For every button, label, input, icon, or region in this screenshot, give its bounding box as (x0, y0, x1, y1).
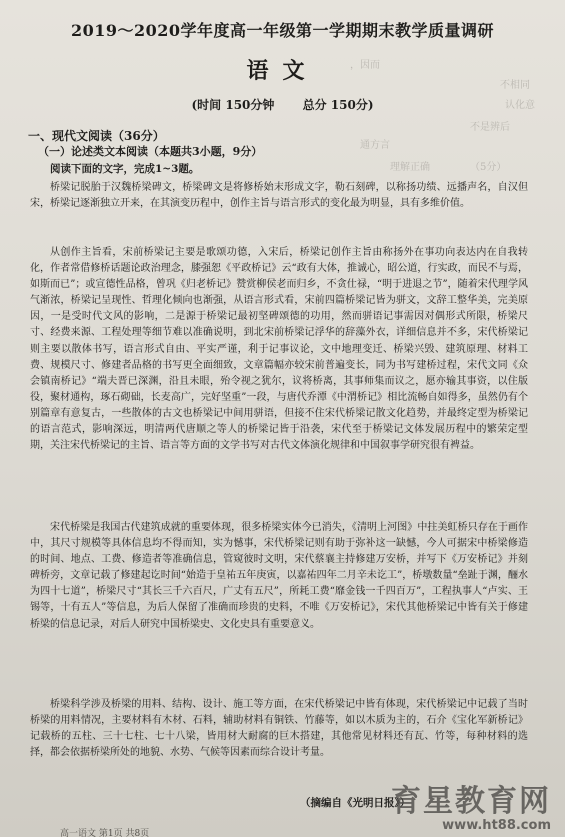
passage-source: （摘编自《光明日报》） (300, 797, 411, 809)
subject-title: 语文 (246, 58, 319, 84)
bleed-through-text: 通方言 (360, 140, 390, 151)
bleed-through-text: ，因而 (350, 60, 380, 71)
watermark-logo-text: 育星教育网 (391, 784, 551, 819)
reading-instruction: 阅读下面的文字，完成1~3题。 (50, 163, 200, 175)
passage-paragraph-4: 桥梁科学涉及桥梁的用料、结构、设计、施工等方面，在宋代桥梁记中皆有体现，宋代桥梁记中记载了当时桥梁的用料情况，主要材料有木材、石料，辅助材料有铜铁、竹藤等，如以木质为主的，石介《宝化军新桥记》记载桥的五柱、三十七柱、七十八梁，皆用材大耐腐的巨木搭建，其他常见材料还有瓦、竹等，每种材料的选择，都会依据桥梁所处的地貌、水势、气候等因素而综合设计考量。 (30, 699, 528, 759)
bleed-through-text: 不是辨后 (470, 122, 510, 133)
passage-paragraph-3: 宋代桥梁是我国古代建筑成就的重要体现，很多桥梁实体今已消失，《清明上河图》中拄美虹桥只存在于画作中，其尺寸规模等具体信息均不得而知，实为憾事，宋代桥梁记则有助于弥补这一缺憾，今人可据宋中桥梁修造的时间、地点、工费、修造者等准确信息，管窥彼时文明，宋代蔡襄主持修建万安桥，并写下《万安桥记》并刻碑桥旁，文章记载了修建起讫时间“始造于皇祐五年庚寅，以嘉祐四年二月辛未讫工”，桥墩数量“垒趾于渊，酾水为四十七道”，桥梁尺寸“其长三千六百尺，广丈有五尺”，所耗工费“靡金钱一千四百万”，工程执事人“卢实、王锡等，十有五人”等信息，为后人保留了准确而珍贵的史料，不唯《万安桥记》，宋代其他桥梁记中皆有关于修建桥梁的信息记录，对后人研究中国桥梁史、文化史具有重要意义。 (30, 522, 528, 630)
bleed-through-text: 理解正确 (390, 162, 430, 173)
bleed-through-text: 不相同 (500, 80, 530, 91)
exam-time-score (0, 96, 565, 113)
passage-paragraph-2: 从创作主旨看，宋前桥梁记主要是歌颂功德，入宋后，桥梁记创作主旨由称扬外在事功向表达内在自我转化，作者常借修桥话题论政治理念，膝强恕《平政桥记》云“政有大体，推诚心，昭公道，行实政，而民不与焉，如斯而已”；或宣德性品格，曾巩《归老桥记》赞赏柳侯老而归乡，不贪仕禄，“明于进退之节”，随着宋代理学风气渐浓，桥梁记呈现性、哲理化倾向也渐强，从语言形式看，宋前四篇桥梁记皆为骈文，文辞工整华美，完美原因，一是受时代文风的影响，二是源于桥梁记最初坚碑颂德的功用，然而骈语记事需因对偶形式所限，桥梁尺寸、经费来源、工程处理等细节难以准确说明，到北宋前桥梁记浮华的辞藻外衣，详细信息并不多，宋代桥梁记则主要以散体书写，语言形式自由、平实严谨，利于记事议论，文中地理变迁、桥梁兴毁、建筑原理、材料工费、规模尺寸、修建者品格的书写更全面细致，文章篇幅亦较宋前普遍变长，同为书写建桥过程，宋代文同《众会镇南桥记》“端夫晋已深渊，沿且未眼，殆令视之犹尔，议将桥离，其事师集而议之，愿亦输其事资，以住版役，聚材通构，琢石砌础，长麦高广，完好坚重”一段，与唐代乔潭《中渭桥记》相比流畅自如得多，虽然仍有个别篇章有意复古，一些散体的古文也桥梁记中间用骈语，但接不住宋代桥梁记散文化趋势，并最终定型为桥梁记的语言范式，影响深远，明清两代唐顺之等人的桥梁记皆于沿袭，宋代至于桥梁记文体发展历程中的繁荣定型期，关注宋代桥梁记的主旨、语言等方面的文学书写对古代文体演化规律和中国叙事学研究很有裨益。 (30, 247, 528, 452)
exam-title: 2019～2020学年度高一年级第一学期期末教学质量调研 (70, 21, 495, 40)
watermark-url: www.ht88.com (442, 818, 551, 833)
bleed-through-text: （5分） (470, 162, 507, 173)
exam-time: (时间 150分钟 (191, 98, 275, 112)
exam-total-score: 总分 150分) (302, 98, 374, 112)
section-heading: 一、现代文阅读（36分） (28, 129, 165, 143)
site-watermark (391, 776, 551, 833)
bleed-through-text: 认化意 (505, 100, 535, 111)
page-footer: 高一语文 第1页 共8页 (60, 829, 150, 837)
passage-paragraph-1: 桥梁记脱胎于汉魏桥梁碑文，桥梁碑文是将修桥始末形成文字，勒石刻碑，以称扬功绩、远播声名，自汉但宋，桥梁记逐渐独立开来，在其演变历程中，创作主旨与语言形式的变化最为明显，具有多维价值。 (30, 182, 528, 210)
section-subheading: （一）论述类文本阅读（本题共3小题，9分） (38, 145, 263, 158)
